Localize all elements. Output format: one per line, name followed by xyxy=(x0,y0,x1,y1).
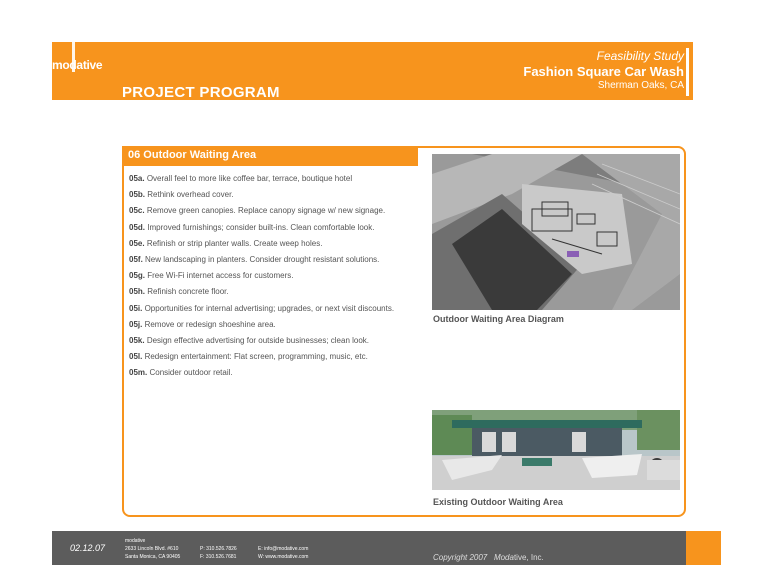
program-item: 05e. Refinish or strip planter walls. Create weep holes. xyxy=(129,238,323,248)
program-item: 05l. Redesign entertainment: Flat screen, programming, music, etc. xyxy=(129,352,368,362)
header-project-info xyxy=(523,49,684,92)
logo: modative xyxy=(52,58,103,72)
program-item: 05f. New landscaping in planters. Consider drought resistant solutions. xyxy=(129,255,380,265)
project-name: Fashion Square Car Wash xyxy=(523,64,684,79)
header-divider xyxy=(686,48,689,96)
diagram-caption: Outdoor Waiting Area Diagram xyxy=(433,314,564,324)
program-item: 05i. Opportunities for internal advertising; upgrades, or next visit discounts. xyxy=(129,303,395,313)
footer-phone: P: 310.526.7826 xyxy=(200,546,237,552)
program-item: 05m. Consider outdoor retail. xyxy=(129,368,233,378)
program-item: 05k. Design effective advertising for outside businesses; clean look. xyxy=(129,336,370,346)
program-item: 05b. Rethink overhead cover. xyxy=(129,190,234,200)
program-item: 05g. Free Wi-Fi internet access for customers. xyxy=(129,271,294,281)
program-item: 05a. Overall feel to more like coffee bar, terrace, boutique hotel xyxy=(129,174,353,183)
footer-accent-block xyxy=(686,531,721,565)
footer-address xyxy=(125,545,180,561)
footer-copyright: Copyright 2007 Modative, Inc. xyxy=(433,553,544,562)
footer-contact xyxy=(258,545,308,561)
footer-phone-fax xyxy=(200,545,237,561)
existing-area-graphic xyxy=(432,410,680,490)
footer-fax: F: 310.526.7681 xyxy=(200,554,237,560)
aerial-diagram-image xyxy=(432,154,680,310)
aerial-diagram-graphic xyxy=(432,154,680,310)
program-item: 05j. Remove or redesign shoeshine area. xyxy=(129,319,276,329)
footer-email: E: info@modative.com xyxy=(258,546,309,552)
study-label: Feasibility Study xyxy=(596,49,684,63)
footer-date: 02.12.07 xyxy=(70,543,106,553)
existing-area-photo xyxy=(432,410,680,490)
program-item: 05c. Remove green canopies. Replace canopy signage w/ new signage. xyxy=(129,206,386,216)
program-item-list xyxy=(129,171,416,382)
page-title: PROJECT PROGRAM xyxy=(122,84,280,101)
footer-web: W: www.modative.com xyxy=(258,554,309,560)
photo-caption: Existing Outdoor Waiting Area xyxy=(433,497,563,507)
program-item: 05h. Refinish concrete floor. xyxy=(129,287,229,297)
program-item: 05d. Improved furnishings; consider built-ins. Clean comfortable look. xyxy=(129,222,375,232)
section-title: 06 Outdoor Waiting Area xyxy=(128,149,257,161)
address-line-1: 2633 Lincoln Blvd. #610 xyxy=(125,546,179,552)
project-location: Sherman Oaks, CA xyxy=(597,80,684,91)
footer-company: modative xyxy=(125,538,146,544)
address-line-2: Santa Monica, CA 90405 xyxy=(125,554,181,560)
